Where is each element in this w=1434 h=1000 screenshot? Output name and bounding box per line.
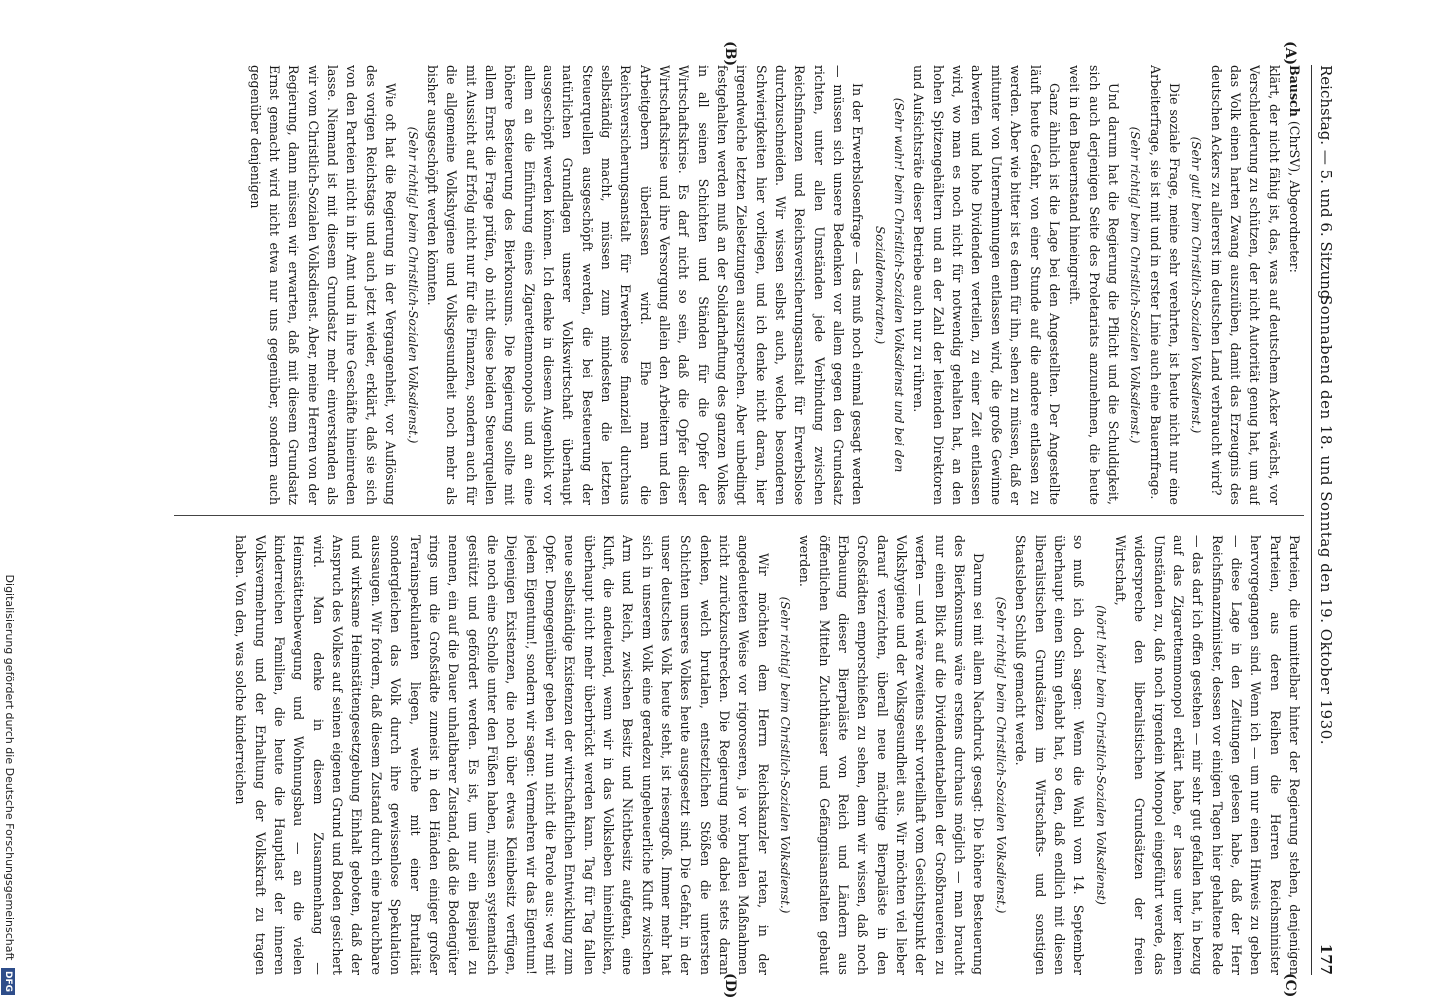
paragraph [1285, 65, 1304, 505]
printed-page [108, 41, 1338, 999]
column-divider [174, 515, 1304, 516]
page-header [1311, 65, 1338, 975]
interjection: (hört! hört! beim Christlich-Sozialen Volksdienst) [1093, 605, 1108, 905]
interjection: (Sehr richtig! beim Christlich-Sozialen Volksdienst.) [993, 596, 1008, 914]
margin-marker-b: (B) [722, 41, 738, 67]
paragraph: Parteien, die unmittelbar hinter der Regierung stehen, denjenigen Parteien, aus deren Reihen die Herren Reichsminister hervorgegangen sind. Wenn ich — um nur einen Hinweis zu geben — diese Lage in den Zeitungen gelesen habe, daß der Herr Reichsfinanzminister, dessen vor einigen Tagen hier gehaltene Rede — das darf ich offen gestehen — mir sehr gut gefallen hat, in bezug auf das Zigarettenmonopol erklärt habe, er lasse unter keinen Umständen zu, daß noch irgendein Monopol eingeführt werde, das widerspreche den liberalistischen Grundsätzen der freien Wirtschaft, [1112, 535, 1302, 975]
paragraph: Wir möchten dem Herrn Reichskanzler raten, in der angedeuteten Weise vor rigoroseren, ja vor brutalen Maßnahmen nicht zurückzuschrecken. Die Regierung möge dabei stets daran denken, welch brutalen, entsetzlichen Stößen die untersten Schichten unseres Volkes heute ausgesetzt sind. Die Gefahr, in der unser deutsches Volk heute steht, ist riesengroß. Immer mehr hat sich in unserem Volk eine geradezu ungeheuerliche Kluft zwischen Arm und Reich, zwischen Besitz und Nichtbesitz aufgetan, eine Kluft, die andeutend, wenn wir in das Volksleben hineinblicken, überhaupt nicht mehr überbrückt werden kann. Tag für Tag fallen neue selbständige Existenzen der wirtschaftlichen Entwicklung zum Opfer. Demgegenüber geben wir nun nicht die Parole aus: weg mit jedem Eigentum!, sondern wir sagen: Vermehren wir das Eigentum! Diejenigen Existenzen, die noch über etwas Kleinbesitz verfügen, die noch eine Scholle unter den Füßen haben, müssen systematisch gestützt und gefördert werden. Es ist, um nur ein Beispiel zu nennen, ein auf die Dauer unhaltbarer Zustand, daß die Bodengüter rings um die Großstädte zumeist in den Händen einiger großer Terrainspekulanten liegen, welche mit einer Brutalität sondergleichen das Volk durch ihre gewissenlose Spekulation aussaugen. Wir fordern, daß diesem Zustand durch eine brauchbare und wirksame Heimstättengesetzgebung Einhalt geboten, daß der Anspruch des Volkes auf seinen eigenen Grund und Boden gesichert wird. Man denke in diesem Zusammenhang — Heimstättenbewegung und Wohnungsbau — an die vielen kinderreichen Familien, die heute die Hauptlast der inneren Volksvermehrung und der Erhaltung der Volkskraft zu tragen haben. Von den, was solche kinderreichen [233, 535, 771, 975]
digitization-credit [2, 10, 18, 995]
header-session: Reichstag. — 5. und 6. Sitzung. [1317, 65, 1335, 305]
paragraph: klärt, der nicht fähig ist, das, was auf deutschem Acker wächst, vor Verschleuderung zu schützen, der nicht Autorität genug hat, um auf das Volk einen harten Zwang auszuüben, damit das Erzeugnis des deutschen Ackers zu allererst im deutschen Land verbraucht wird? [1208, 65, 1282, 505]
speaker-name: Bausch [1287, 65, 1302, 117]
paragraph: In der Erwerbslosenfrage — das muß noch einmal gesagt werden — müssen sich unsere Bedenken vor allem gegen den Grundsatz richten, unter allen Umständen jede Verbindung zwischen Reichsfinanzen und Reichsversicherungsanstalt für Erwerbslose durchzuschneiden. Wir wissen selbst auch, welche besonderen Schwierigkeiten hier vorliegen, und ich denke nicht daran, hier irgendwelche letzten Zielsetzungen auszusprechen. Aber unbedingt festgehalten werden muß an der Solidarhaftung des ganzen Volkes in all seinen Schichten und Ständen für die Opfer der Wirtschaftskrise. Es darf nicht so sein, daß die Opfer dieser Wirtschaftskrise und ihre Versorgung allein den Arbeitern und den Arbeitgebern überlassen wird. Ehe man die Reichsversicherungsanstalt für Erwerbslose finanziell durchaus selbständig macht, müssen zum mindesten die letzten Steuerquellen ausgeschöpft werden, die bei Besteuerung der natürlichen Grundlagen unserer Volkswirtschaft überhaupt ausgeschöpft werden können. Ich denke in diesem Augenblick vor allem an die Einführung eines Zigarettenmonopols und an eine höhere Besteuerung des Bierkonsums. Die Regierung sollte mit allem Ernst die Frage prüfen, ob nicht diese beiden Steuerquellen mit Aussicht auf Erfolg nicht nur für die Finanzen, sondern auch für die allgemeine Volkshygiene und Volksgesundheit noch mehr als bisher ausgeschöpft werden könnten. [424, 65, 866, 505]
speaker-party: (ChrSV), Abgeordneter: [1287, 116, 1302, 273]
interjection: (Sehr richtig! beim Christlich-Sozialen Volksdienst.) [1128, 126, 1143, 444]
paragraph: Die soziale Frage, meine sehr verehrten, ist heute nicht nur eine Arbeiterfrage, sie ist mit und in erster Linie auch eine Bauernfrage. [1147, 65, 1182, 505]
header-date: Sonnabend den 18. und Sonntag den 19. Oktober 1930. [1317, 294, 1335, 746]
paragraph: Wie oft hat die Regierung in der Vergangenheit, vor Auflösung des vorigen Reichstags und auch jetzt wieder, erklärt, daß sie sich von den Parteien nicht in ihr Amt und in ihre Geschäfte hineinreden lasse. Niemand ist mit diesem Grundsatz mehr einverstanden als wir vom Christlich-Sozialen Volksdienst. Aber, meine Herren von der Regierung, dann müssen wir erwarten, daß mit diesem Grundsatz Ernst gemacht wird nicht etwa nur uns gegenüber, sondern auch gegenüber denjenigen [247, 65, 399, 505]
credit-text: Digitalisierung gefördert durch die Deutsche Forschungsgemeinschaft [3, 574, 16, 961]
paragraph: Darum sei mit allem Nachdruck gesagt: Die höhere Besteuerung des Bierkonsums wäre erstens durchaus möglich — man braucht nur einen Blick auf die Dividendentabellen der Großbrauereien zu werfen — und wäre zweitens sehr vorteilhaft vom Gesichtspunkt der Volkshygiene und der Volksgesundheit aus. Wir möchten viel lieber darauf verzichten, überall neue mächtige Bierpaläste in den Großstädten emporschießen zu sehen, denn wir wissen, daß noch Erbauung dieser Bierpaläste von Reich und Ländern aus öffentlichen Mitteln Zuchthäuser und Gefängnisanstalten gebaut werden. [797, 535, 987, 975]
interjection: (Sehr richtig! beim Christlich-Sozialen Volksdienst.) [778, 596, 793, 914]
margin-marker-d: (D) [722, 973, 738, 999]
paragraph: Ganz ähnlich ist die Lage bei den Angestellten. Der Angestellte läuft heute Gefahr, von einer Stunde auf die andere entlassen zu werden. Aber wie bitter ist es denn für ihn, sehen zu müssen, daß er mitunter von Unternehmungen entlassen wird, die große Gewinne abwerfen und hohe Dividenden verteilen, zu einer Zeit entlassen wird, wo man es noch nicht für notwendig gehalten hat, an den hohen Spitzengehältern und an der Zahl der leitenden Direktoren und Aufsichtsräte dieser Betriebe auch nur zu rühren. [911, 65, 1062, 505]
margin-marker-a: (A) [1282, 41, 1298, 66]
text-column-right [174, 535, 1304, 975]
page-number: 177 [1317, 943, 1335, 975]
interjection: (Sehr richtig! beim Christlich-Sozialen Volksdienst.) [405, 126, 420, 444]
interjection: (Sehr gut! beim Christlich-Sozialen Volksdienst.) [1189, 136, 1204, 434]
paragraph: so muß ich doch sagen: Wenn die Wahl vom 14. September überhaupt einen Sinn gehabt hat, so den, daß endlich mit diesen liberalistischen Grundsätzen im Wirtschafts- und sonstigen Staatsleben Schluß gemacht werde. [1013, 535, 1087, 975]
margin-marker-c: (C) [1282, 973, 1298, 998]
text-column-left [174, 65, 1304, 505]
paragraph: Und darum hat die Regierung die Pflicht und die Schuldigkeit, sich auch derjenigen Seite des Proletariats anzunehmen, die heute weit in den Bauernstand hineingreift. [1067, 65, 1121, 505]
interjection: (Sehr wahr! beim Christlich-Sozialen Volksdienst und bei den Sozialdemokraten.) [872, 97, 907, 473]
dfg-logo-icon: DFG [1, 968, 15, 995]
